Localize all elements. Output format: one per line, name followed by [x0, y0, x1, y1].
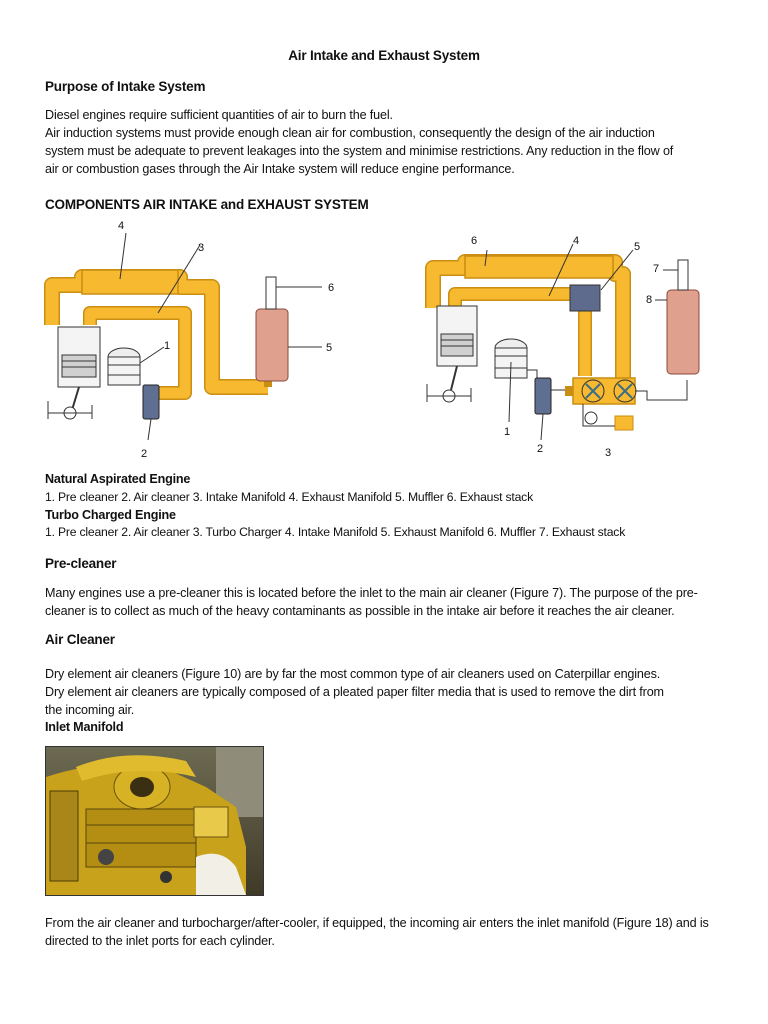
- diagram-label: 5: [326, 342, 333, 354]
- diagram-label: 5: [634, 241, 641, 253]
- precleaner-line: cleaner is to collect as much of the heavy contaminants as possible in the intake air before it reaches the air cleaner.: [45, 604, 675, 618]
- purpose-line: air or combustion gases through the Air Intake system will reduce engine performance.: [45, 162, 515, 176]
- components-heading: COMPONENTS AIR INTAKE and EXHAUST SYSTEM: [45, 197, 369, 212]
- diagram-label: 3: [198, 242, 205, 254]
- diagram-label: 6: [328, 282, 335, 294]
- aircleaner-paragraph: [45, 665, 735, 719]
- aircleaner-line: Dry element air cleaners are typically composed of a pleated paper filter media that is used to remove the dirt from: [45, 685, 664, 699]
- turbo-charged-diagram: [415, 230, 715, 465]
- diagram-label: 2: [141, 448, 148, 460]
- turbo-charged-heading: Turbo Charged Engine: [45, 508, 176, 522]
- diagram-label: 1: [164, 340, 171, 352]
- purpose-heading: Purpose of Intake System: [45, 79, 206, 94]
- precleaner-paragraph: [45, 584, 735, 620]
- engine-photo: [45, 746, 264, 896]
- precleaner-heading: Pre-cleaner: [45, 556, 117, 571]
- diagram-label: 3: [605, 447, 612, 459]
- diagram-label: 2: [537, 443, 544, 455]
- page-title: Air Intake and Exhaust System: [288, 48, 480, 63]
- diagram-label: 8: [646, 294, 653, 306]
- inlet-line: From the air cleaner and turbocharger/after-cooler, if equipped, the incoming air enters the inlet manifold (Figure 18) and is: [45, 916, 709, 930]
- inlet-line: directed to the inlet ports for each cylinder.: [45, 934, 275, 948]
- inlet-paragraph: [45, 914, 735, 950]
- diagram-label: 6: [471, 235, 478, 247]
- aircleaner-line: Dry element air cleaners (Figure 10) are by far the most common type of air cleaners used on Caterpillar engines.: [45, 667, 661, 681]
- aircleaner-line: the incoming air.: [45, 703, 135, 717]
- inlet-manifold-heading: Inlet Manifold: [45, 720, 124, 734]
- diagram-label: 4: [573, 235, 580, 247]
- purpose-line: Air induction systems must provide enough clean air for combustion, consequently the design of the air induction: [45, 126, 655, 140]
- precleaner-line: Many engines use a pre-cleaner this is located before the inlet to the main air cleaner (Figure 7). The purpose of the pre-: [45, 586, 698, 600]
- purpose-paragraph: [45, 106, 735, 178]
- turbo-charged-list: 1. Pre cleaner 2. Air cleaner 3. Turbo Charger 4. Intake Manifold 5. Exhaust Manifold 6. Muffler 7. Exhaust stack: [45, 525, 626, 539]
- purpose-line: system must be adequate to prevent leakages into the system and minimise restrictions. Any reduction in the flow of: [45, 144, 674, 158]
- purpose-line: Diesel engines require sufficient quantities of air to burn the fuel.: [45, 108, 393, 122]
- natural-aspirated-diagram: [40, 215, 360, 465]
- diagram-label: 7: [653, 263, 660, 275]
- aircleaner-heading: Air Cleaner: [45, 632, 115, 647]
- diagram-label: 4: [118, 220, 125, 232]
- diagram-label: 1: [504, 426, 511, 438]
- natural-aspirated-heading: Natural Aspirated Engine: [45, 472, 191, 486]
- natural-aspirated-list: 1. Pre cleaner 2. Air cleaner 3. Intake Manifold 4. Exhaust Manifold 5. Muffler 6. Exhaust stack: [45, 490, 533, 504]
